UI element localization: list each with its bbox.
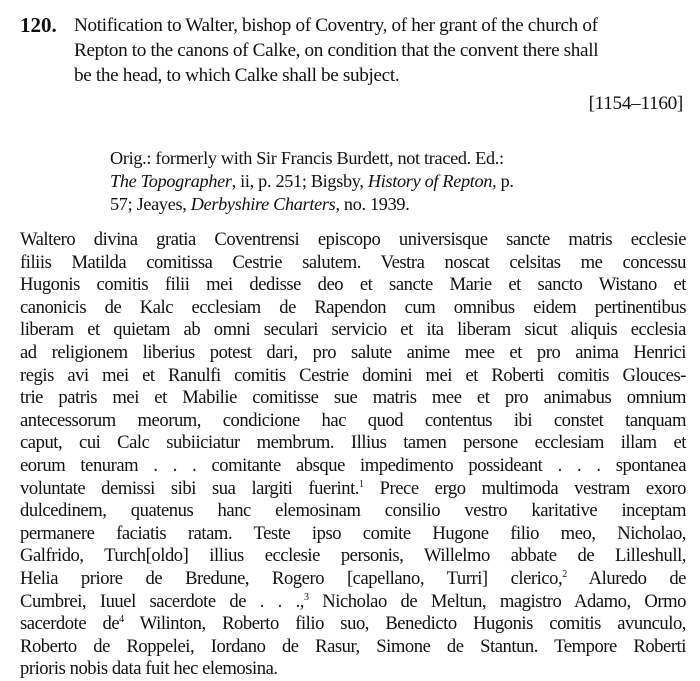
entry-heading — [74, 13, 689, 88]
charter-text-run: Aluredo de — [566, 567, 686, 589]
source-text: , no. 1939. — [335, 194, 410, 214]
charter-line: Roberto de Roppelei, Iordano de Rasur, Simone de Stantun. Tempore Roberti — [20, 635, 686, 657]
footnote-marker: 2 — [562, 568, 567, 580]
source-title-charters: Derbyshire Charters — [190, 194, 336, 214]
source-text: 57; Jeayes, — [110, 194, 191, 214]
source-title-history: History of Repton — [367, 171, 493, 191]
charter-line: Waltero divina gratia Coventrensi episcopo universisque sancte matris ecclesie — [20, 229, 686, 250]
charter-line: Galfrido, Turch[oldo] illius ecclesie personis, Willelmo abbate de Lilleshull, — [20, 545, 686, 567]
source-title-topographer: The Topographer — [110, 171, 232, 191]
charter-line — [20, 478, 686, 501]
source-text: , ii, p. 251; Bigsby, — [231, 171, 368, 191]
source-text: , p. — [492, 171, 514, 191]
charter-text-run: voluntate demissi sibi sua largiti fuerint. — [20, 477, 360, 499]
charter-line: caput, cui Calc subiiciatur membrum. Illius tamen persone ecclesiam illam et — [20, 432, 686, 454]
charter-line: regis avi mei et Ranulfi comitis Cestrie domini mei et Roberti comitis Glouces- — [20, 364, 686, 386]
charter-line — [20, 613, 686, 636]
heading-line: be the head, to which Calke shall be subject. — [74, 65, 400, 86]
footnote-marker: 3 — [303, 591, 309, 603]
charter-text-run: Helia priore de Bredune, Rogero [capellano, Turri] clerico, — [20, 567, 563, 589]
charter-text-run: Prece ergo multimoda vestram exoro — [363, 477, 686, 499]
source-line: Orig.: formerly with Sir Francis Burdett, not traced. Ed.: — [110, 148, 504, 168]
source-note — [110, 147, 514, 216]
charter-line: eorum tenuram . . . comitante absque impedimento possideant . . . spontanea — [20, 454, 686, 476]
charter-line — [20, 568, 686, 591]
charter-line: liberam et quietam ab omni seculari servicio et ita liberam sicut aliquis ecclesia — [20, 319, 686, 341]
charter-line: canonicis de Kalc ecclesiam de Rapendon cum omnibus eidem pertinentibus — [20, 296, 686, 318]
heading-line: Notification to Walter, bishop of Coventry, of her grant of the church of — [74, 15, 598, 36]
charter-line: trie patris mei et Mabilie comitisse sue matris mee et pro animabus omnium — [20, 387, 686, 409]
charter-text-run: Nicholao de Meltun, magistro Adamo, Ormo — [308, 590, 686, 612]
entry-date: [1154–1160] — [588, 93, 683, 114]
charter-line: filiis Matilda comitissa Cestrie salutem. Vestra noscat celsitas me concessu — [20, 251, 686, 273]
charter-line: ad religionem liberius potest dari, pro salute anime mee et pro anima Henrici — [20, 341, 686, 363]
charter-line: antecessorum meorum, condicione hac quod contentus ibi constet tanquam — [20, 409, 686, 431]
source-line — [110, 170, 514, 193]
charter-line: permanere faciatis ratam. Teste ipso comite Hugone filio meo, Nicholao, — [20, 522, 686, 544]
heading-line: Repton to the canons of Calke, on condition that the convent there shall — [74, 40, 599, 61]
charter-text — [20, 229, 686, 681]
source-line — [110, 193, 480, 216]
charter-text-run: sacerdote de — [20, 613, 120, 635]
charter-text-run: Cumbrei, Iuuel sacerdote de . . ., — [20, 590, 304, 612]
footnote-marker: 4 — [119, 614, 124, 626]
charter-line: dulcedinem, quatenus hanc elemosinam consilio vestro karitative inceptam — [20, 500, 686, 522]
charter-line: Hugonis comitis filii mei dedisse deo et sancte Marie et sancto Wistano et — [20, 274, 686, 296]
charter-line: prioris nobis data fuit hec elemosina. — [20, 658, 278, 680]
footnote-marker: 1 — [359, 478, 364, 490]
entry-number: 120. — [20, 13, 57, 37]
charter-text-run: Wilinton, Roberto filio suo, Benedicto Hugonis comitis avunculo, — [123, 613, 686, 635]
charter-line — [20, 591, 686, 614]
